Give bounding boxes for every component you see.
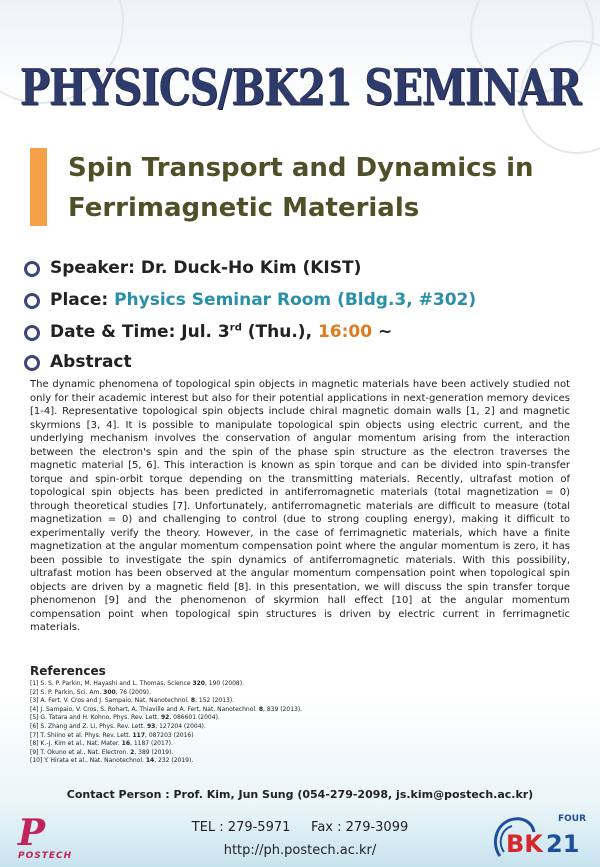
title-accent-bar xyxy=(30,148,47,226)
bk21-four-logo xyxy=(490,812,590,862)
title-line-1: Spin Transport and Dynamics in xyxy=(68,153,534,183)
datetime-time: 16:00 xyxy=(317,322,373,342)
datetime-label: Date & Time: xyxy=(50,322,182,342)
tel-fax: TEL : 279-5971 Fax : 279-3099 xyxy=(191,820,409,835)
abstract-heading: Abstract xyxy=(50,352,132,372)
contact-person: Contact Person : Prof. Kim, Jun Sung (054-279-2098, js.kim@postech.ac.kr) xyxy=(66,788,534,801)
references-heading: References xyxy=(30,664,106,678)
postech-logo-name: POSTECH xyxy=(18,851,73,861)
bk21-num-text: 21 xyxy=(546,830,580,858)
speaker-value: Dr. Duck-Ho Kim (KIST) xyxy=(140,258,362,278)
bullet-circle-icon xyxy=(24,355,40,371)
datetime-date-suffix: rd xyxy=(229,322,242,334)
speaker-label: Speaker: xyxy=(50,258,141,278)
reference-item: [6] S. Zhang and Z. Li, Phys. Rev. Lett. 93, 127204 (2004). xyxy=(30,722,206,730)
reference-item: [10] Y. Hirata et al., Nat. Nanotechnol. 14, 232 (2019). xyxy=(30,757,194,765)
place-value: Physics Seminar Room (Bldg.3, #302) xyxy=(114,290,477,310)
reference-item: [3] A. Fert, V. Cros and J. Sampaio, Nat. Nanotechnol. 8, 152 (2013). xyxy=(30,697,235,705)
reference-item: [7] T. Shiino et al. Phys. Rev. Lett. 117, 087203 (2016) xyxy=(30,731,194,739)
postech-logo xyxy=(18,812,88,861)
seminar-title xyxy=(68,148,588,228)
bullet-circle-icon xyxy=(24,325,40,341)
reference-item: [4] J. Sampaio, V. Cros, S. Rohart, A. Thiaville and A. Fert, Nat. Nanotechnol. 8, 839 (2013). xyxy=(30,705,303,713)
reference-item: [8] K.-J. Kim et al., Nat. Mater. 16, 1187 (2017). xyxy=(30,740,173,748)
bk21-four-text: FOUR xyxy=(558,814,587,824)
bullet-circle-icon xyxy=(24,261,40,277)
postech-logo-letter: P xyxy=(18,812,46,854)
references-list xyxy=(30,680,570,766)
website-link[interactable]: http://ph.postech.ac.kr/ xyxy=(223,843,377,858)
reference-item: [1] S. S. P. Parkin, M. Hayashi and L. Thomas, Science 320, 190 (2008). xyxy=(30,680,245,687)
title-line-2: Ferrimagnetic Materials xyxy=(68,193,420,223)
reference-item: [9] T. Okuno et al., Nat. Electron. 2, 389 (2019). xyxy=(30,748,174,756)
datetime-weekday: (Thu.), xyxy=(241,322,318,342)
datetime-date: Jul. 3 xyxy=(181,322,230,342)
datetime-tilde: ~ xyxy=(372,322,393,342)
bullet-circle-icon xyxy=(24,293,40,309)
abstract-text: The dynamic phenomena of topological spin objects in magnetic materials have been actively studied not only for their academic interest but also for their potential applications in next-generation memory devices [1-4]. Representative topological spin objects include chiral magnetic domain walls [1, 2] and magnetic skyrmions [3, 4]. It is possible to manipulate topological spin objects using electric current, and the underlying mechanism involves the conservation of angular momentum arising from the interaction between the electron's spin and the spin of the phase spin structure as the electron traverses the magnetic material [5, 6]. This interaction is known as spin torque and can be divided into spin-transfer torque and spin-orbit torque depending on the transmitting materials. Recently, ultrafast motion of topological spin objects has been predicted in antiferromagnetic materials (total magnetization = 0) through theoretical studies [7]. Unfortunately, antiferromagnetic materials are difficult to measure (total magnetization = 0) and challenging to control (due to strong coupling energy), making it difficult to experimentally verify the theory. However, in the case of ferrimagnetic materials, which have a finite magnetization at the angular momentum compensation point where the angular momentum is zero, it has been possible to investigate the spin dynamics of antiferromagnetic materials. With this possibility, ultrafast motion has been observed at the angular momentum compensation point when topological spin objects are driven by a magnetic field [8]. In this presentation, we will discuss the spin transfer torque phenomenon [9] and the phenomenon of skyrmion hall effect [10] at the angular momentum compensation point when topological spin structures is driven by electric current in ferrimagnetic materials. xyxy=(30,379,570,633)
bk21-bk-text: BK xyxy=(506,830,543,858)
reference-item: [5] G. Tatara and H. Kohno, Phys. Rev. Lett. 92, 086601 (2004). xyxy=(30,714,220,722)
place-label: Place: xyxy=(50,290,115,310)
seminar-banner: PHYSICS/BK21 SEMINAR xyxy=(19,58,581,117)
reference-item: [2] S. P. Parkin, Sci. Am. 300, 76 (2009). xyxy=(30,688,151,696)
